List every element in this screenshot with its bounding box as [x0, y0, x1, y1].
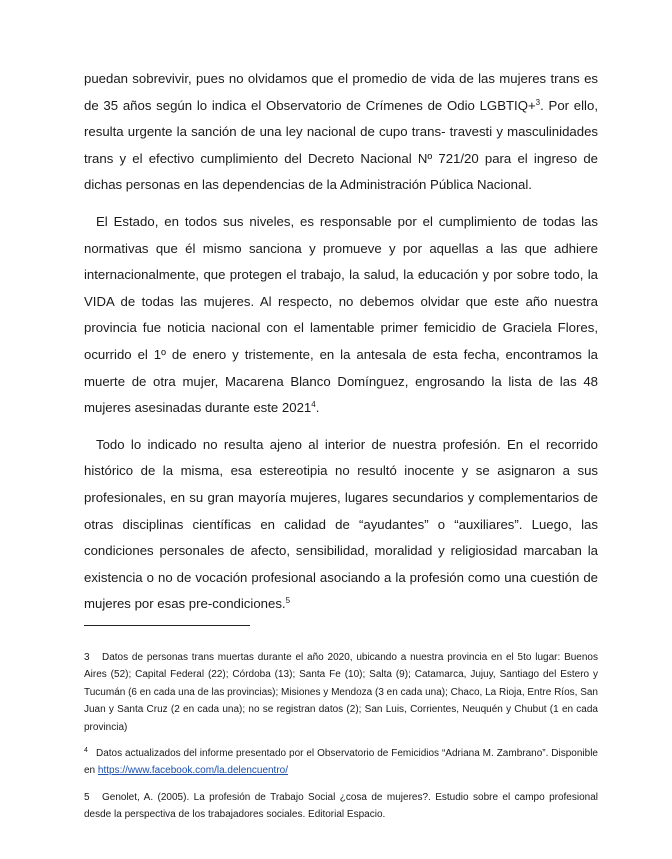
footnote-number: 5 [84, 791, 90, 803]
footnote-text: Datos actualizados del informe presentado por el Observatorio de Femicidios “Adriana M. Zambrano”. Disponible en [84, 748, 598, 777]
paragraph-1 [84, 66, 598, 199]
paragraph-1-text-a: puedan sobrevivir, pues no olvidamos que el promedio de vida de las mujeres trans es de 35 años según lo indica el Observatorio de Crímenes de Odio LGBTIQ+ [84, 71, 598, 113]
paragraph-2-text-a: El Estado, en todos sus niveles, es responsable por el cumplimiento de todas las normativas que él mismo sanciona y promueve y por aquellas a las que adhiere internacionalmente, que protegen el trabajo, la salud, la educación y por sobre todo, la VIDA de todas las mujeres. Al respecto, no debemos olvidar que este año nuestra provincia fue noticia nacional con el lamentable primer femicidio de Graciela Flores, ocurrido el 1º de enero y tristemente, en la antesala de esta fecha, encontramos la muerte de otra mujer, Macarena Blanco Domínguez, engrosando la lista de las 48 mujeres asesinadas durante este 2021 [84, 213, 598, 416]
body-text [84, 66, 598, 628]
facebook-link[interactable]: https://www.facebook.com/la.delencuentro/ [97, 765, 289, 777]
paragraph-3-text: Todo lo indicado no resulta ajeno al interior de nuestra profesión. En el recorrido histórico de la misma, esa estereotipia no resultó inocente y se asignaron a sus profesionales, en su gran mayoría mujeres, lugares secundarios y complementarios de otras disciplinas científicas en calidad de “ayudantes” o “auxiliares”. Luego, las condiciones personales de afecto, sensibilidad, moralidad y religiosidad marcaban la existencia o no de vocación profesional asociando a la profesión como una cuestión de mujeres por esas pre-condiciones. [84, 436, 598, 612]
footnote-ref-3[interactable]: 3 [535, 97, 541, 107]
footnote-5 [84, 789, 598, 824]
footnote-ref-5[interactable]: 5 [285, 596, 291, 606]
footnote-number: 3 [84, 652, 90, 663]
paragraph-3 [84, 432, 598, 618]
footnote-text: Datos de personas trans muertas durante el año 2020, ubicando a nuestra provincia en el 5to lugar: Buenos Aires (52); Capital Federal (22); Córdoba (13); Santa Fe (10); Salta (9); Catamarca, Jujuy, Santiago del Estero y Tucumán (6 en cada una de las provincias); Misiones y Mendoza (3 en cada una); Chaco, La Rioja, Entre Ríos, San Juan y Santa Cruz (2 en cada una); no se registran datos (2); San Luis, Corrientes, Neuquén y Chubut (1 en cada provincia) [84, 652, 598, 733]
footnote-ref-4[interactable]: 4 [311, 400, 316, 410]
footnote-3 [84, 649, 598, 736]
paragraph-2 [84, 209, 598, 422]
footnote-4: 4 Datos actualizados del informe presentado por el Observatorio de Femicidios “Adriana M. Zambrano”. Disponible en https://www.facebook.com/la.delencuentro/ [84, 747, 598, 777]
paragraph-2-text-b: . [315, 400, 320, 416]
paragraph-1-text-b: . Por ello, resulta urgente la sanción de una ley nacional de cupo trans- travesti y masculinidades trans y el efectivo cumplimiento del Decreto Nacional Nº 721/20 para el ingreso de dichas personas en las dependencias de la Administración Pública Nacional. [84, 97, 598, 193]
footnote-text: Genolet, A. (2005). La profesión de Trabajo Social ¿cosa de mujeres?. Estudio sobre el campo profesional desde la perspectiva de los trabajadores sociales. Editorial Espacio. [84, 791, 598, 821]
footnote-separator [84, 625, 250, 626]
footnotes [84, 649, 598, 833]
